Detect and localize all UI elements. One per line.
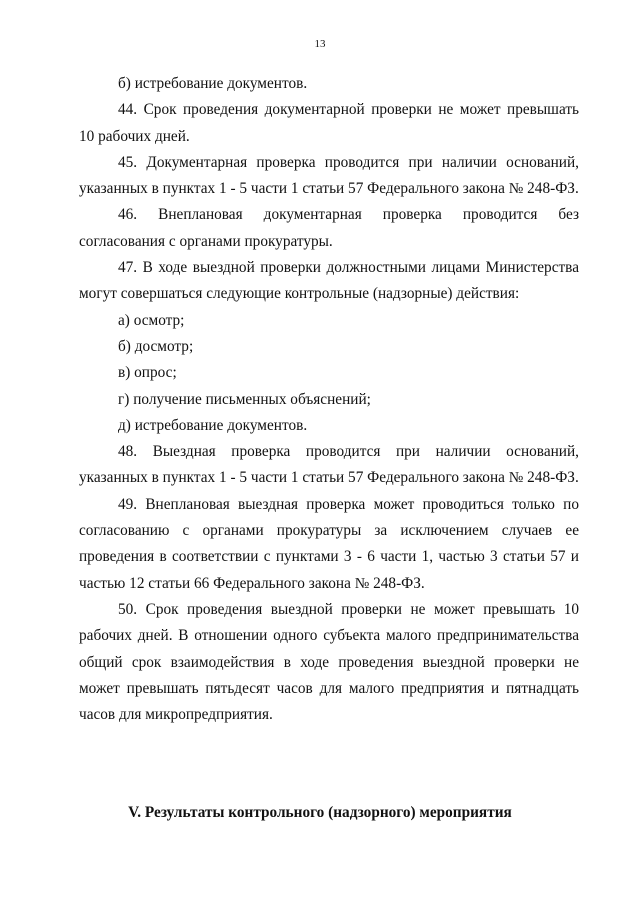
list-item-written-explanations: г) получение письменных объяснений; — [118, 390, 371, 408]
section-heading: V. Результаты контрольного (надзорного) мероприятия — [128, 804, 512, 821]
list-item-examination: б) досмотр; — [118, 337, 194, 355]
list-item-survey: в) опрос; — [118, 364, 177, 382]
paragraph-48: 48. Выездная проверка проводится при наличии оснований, указанных в пунктах 1 - 5 части 1 статьи 57 Федерального закона № 248-ФЗ. — [79, 443, 579, 487]
list-item-inspection: а) осмотр; — [118, 311, 185, 329]
paragraph-50: 50. Срок проведения выездной проверки не может превышать 10 рабочих дней. В отношении одного субъекта малого предпринимательства общий срок взаимодействия в ходе проведения выездной проверки не может превышать пятьдесят часов для малого предприятия и пятнадцать часов для микропредприятия. — [79, 600, 579, 724]
paragraph-49: 49. Внеплановая выездная проверка может проводиться только по согласованию с органами прокуратуры за исключением случаев ее проведения в соответствии с пунктами 3 - 6 части 1, частью 3 статьи 57 и частью 12 статьи 66 Федерального закона № 248-ФЗ. — [79, 495, 579, 592]
paragraph-46: 46. Внеплановая документарная проверка проводится без согласования с органами прокуратуры. — [79, 206, 579, 250]
list-item-document-request: д) истребование документов. — [118, 416, 308, 434]
paragraph-item-b-document-request: б) истребование документов. — [118, 75, 308, 92]
document-body — [79, 71, 579, 728]
page-number: 13 — [314, 38, 326, 50]
paragraph-44: 44. Срок проведения документарной проверки не может превышать 10 рабочих дней. — [79, 101, 579, 145]
paragraph-47: 47. В ходе выездной проверки должностными лицами Министерства могут совершаться следующие контрольные (надзорные) действия: — [79, 259, 579, 303]
paragraph-45: 45. Документарная проверка проводится при наличии оснований, указанных в пунктах 1 - 5 части 1 статьи 57 Федерального закона № 248-ФЗ. — [79, 153, 579, 198]
